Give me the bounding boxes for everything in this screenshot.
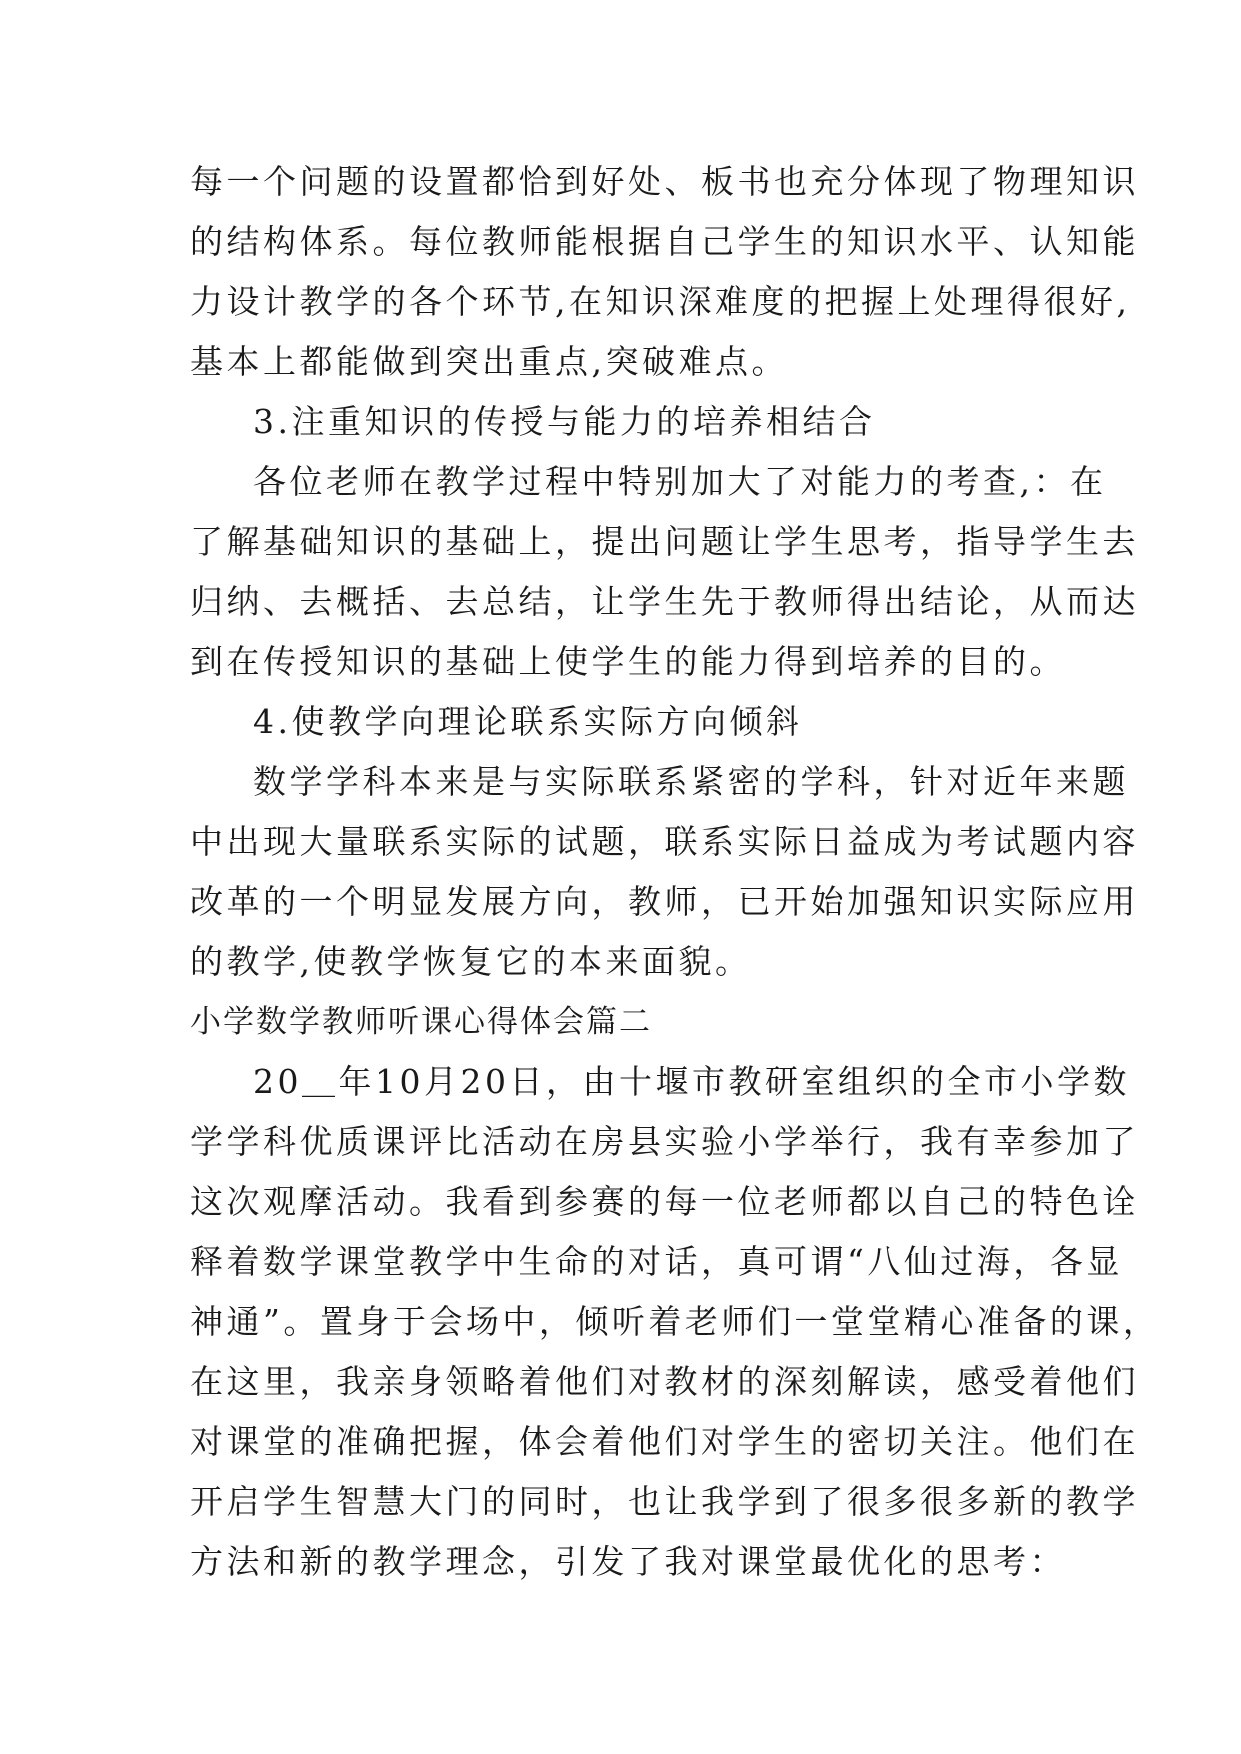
text-line: 的教学,使教学恢复它的本来面貌。 <box>190 942 752 981</box>
text-line: 这次观摩活动。我看到参赛的每一位老师都以自己的特色诠 <box>190 1182 1139 1221</box>
text-line: 每一个问题的设置都恰到好处、板书也充分体现了物理知识 <box>190 162 1139 201</box>
text-line: 的结构体系。每位教师能根据自己学生的知识水平、认知能 <box>190 222 1139 261</box>
text-line: 归纳、去概括、去总结，让学生先于教师得出结论，从而达 <box>190 582 1139 621</box>
text-line: 在这里，我亲身领略着他们对教材的深刻解读，感受着他们 <box>190 1362 1139 1401</box>
text-line: 神通”。置身于会场中，倾听着老师们一堂堂精心准备的课， <box>190 1302 1160 1341</box>
text-line: 开启学生智慧大门的同时，也让我学到了很多很多新的教学 <box>190 1482 1139 1521</box>
text-line: 释着数学课堂教学中生命的对话，真可谓“八仙过海，各显 <box>190 1242 1123 1281</box>
text-line: 学学科优质课评比活动在房县实验小学举行，我有幸参加了 <box>190 1122 1139 1161</box>
article-title: 小学数学教师听课心得体会篇二 <box>190 1004 652 1040</box>
text-line: 基本上都能做到突出重点,突破难点。 <box>190 342 788 381</box>
text-line: 力设计教学的各个环节,在知识深难度的把握上处理得很好, <box>190 282 1131 321</box>
text-line: 中出现大量联系实际的试题，联系实际日益成为考试题内容 <box>190 822 1139 861</box>
text-line: 改革的一个明显发展方向，教师，已开始加强知识实际应用 <box>190 882 1139 921</box>
section-heading: 4.使教学向理论联系实际方向倾斜 <box>253 702 803 741</box>
text-line: 各位老师在教学过程中特别加大了对能力的考查,：在 <box>253 462 1107 501</box>
text-line: 到在传授知识的基础上使学生的能力得到培养的目的。 <box>190 642 1066 681</box>
text-line: 20＿年10月20日，由十堰市教研室组织的全市小学数 <box>253 1062 1130 1101</box>
section-heading: 3.注重知识的传授与能力的培养相结合 <box>253 402 876 441</box>
text-line: 方法和新的教学理念，引发了我对课堂最优化的思考： <box>190 1542 1066 1581</box>
text-line: 对课堂的准确把握，体会着他们对学生的密切关注。他们在 <box>190 1422 1139 1461</box>
text-line: 数学学科本来是与实际联系紧密的学科，针对近年来题 <box>253 762 1129 801</box>
text-line: 了解基础知识的基础上，提出问题让学生思考，指导学生去 <box>190 522 1139 561</box>
